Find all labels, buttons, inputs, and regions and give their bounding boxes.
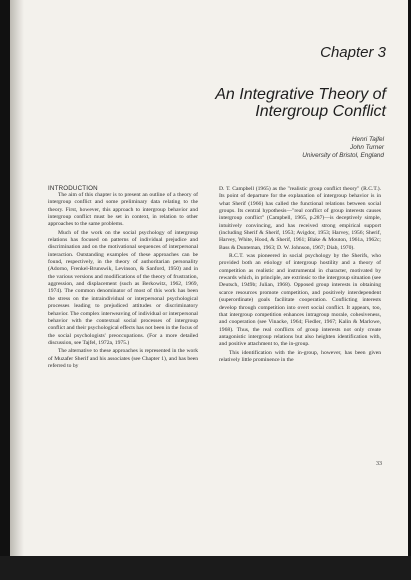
paragraph: Much of the work on the social psychology of intergroup relations has focused on patterns of individual prejudice and discrimination and on the motivational sequences of interpersonal interaction. Outstanding examples of these approaches can be found, respectively, in the theory of authoritarian personality (Adorno, Frenkel-Brunswik, Levinson, & Sanford, 1950) and in the various versions and modifications of the theory of frustration, aggression, and displacement (such as Berkowitz, 1962, 1969, 1974). The common denominator of most of this work has been the stress on the intraindividual or interpersonal psychological processes leading to prejudiced attitudes or discriminatory behavior. The complex interweaving of individual or interpersonal behavior with the contextual social processes of intergroup conflict and their psychological effects has not been in the focus of the social psychologists' preoccupations. (For a more detailed discussion, see Tajfel, 1972a, 1975.) [48, 229, 198, 346]
chapter-label: Chapter 3 [320, 44, 386, 61]
paragraph: The aim of this chapter is to present an outline of a theory of intergroup conflict and some preliminary data relating to the theory. First, however, this approach to intergroup behavior and intergroup conflict must be set in context, in relation to other approaches to the same problems. [48, 192, 198, 228]
paragraph: This identification with the in-group, however, has been given relatively little prominence in the [219, 349, 381, 363]
left-text-column [48, 192, 198, 371]
page-gutter-shadow [10, 0, 24, 556]
chapter-title-line-2: Intergroup Conflict [255, 103, 386, 120]
chapter-title [126, 86, 386, 120]
chapter-title-line-1: An Integrative Theory of [215, 86, 386, 103]
paragraph: R.C.T. was pioneered in social psychology by the Sherifs, who provided both an etiology of intergroup hostility and a theory of competition as realistic and instrumental in character, motivated by rewards which, in principle, are extrinsic to the intergroup situation (see Deutsch, 1949b; Julian, 1968). Opposed group interests in obtaining scarce resources promote competition, and positively interdependent (superordinate) goals facilitate cooperation. Conflicting interests develop through competition into overt social conflict. It appears, too, that intergroup competition enhances intragroup morale, cohesiveness, and cooperation (see Vinacke, 1964; Fiedler, 1967; Kalin & Marlowe, 1968). Thus, the real conflicts of group interests not only create antagonistic intergroup relations but also heighten identification with, and positive attachment to, the in-group. [219, 253, 381, 348]
author-name-2: John Turner [350, 144, 384, 151]
scan-background [0, 556, 411, 580]
paragraph: D. T. Campbell (1965) as the "realistic group conflict theory" (R.C.T.). Its point of departure for the explanation of intergroup behavior is in what Sherif (1966) has called the functional relations between social groups. Its central hypothesis—"real conflict of group interests causes intergroup conflict" (Campbell, 1965, p.287)—is deceptively simple, intuitively convincing, and has received strong empirical support (including Sherif & Sherif, 1953; Avigdor, 1953; Harvey, 1956; Sherif, Harvey, White, Hood, & Sherif, 1961; Blake & Mouton, 1961a, 1962c; Bass & Dunteman, 1963; D. W. Johnson, 1967; Diab, 1970). [219, 186, 381, 251]
page-number: 33 [376, 461, 382, 467]
section-heading: INTRODUCTION [48, 185, 98, 192]
paragraph: The alternative to these approaches is represented in the work of Muzafer Sherif and his associates (see Chapter 1), and has been referred to by [48, 348, 198, 369]
author-name-1: Henri Tajfel [351, 136, 384, 143]
right-text-column [219, 186, 381, 365]
book-page [10, 0, 408, 556]
author-affiliation: University of Bristol, England [302, 152, 384, 159]
author-block [302, 136, 384, 160]
